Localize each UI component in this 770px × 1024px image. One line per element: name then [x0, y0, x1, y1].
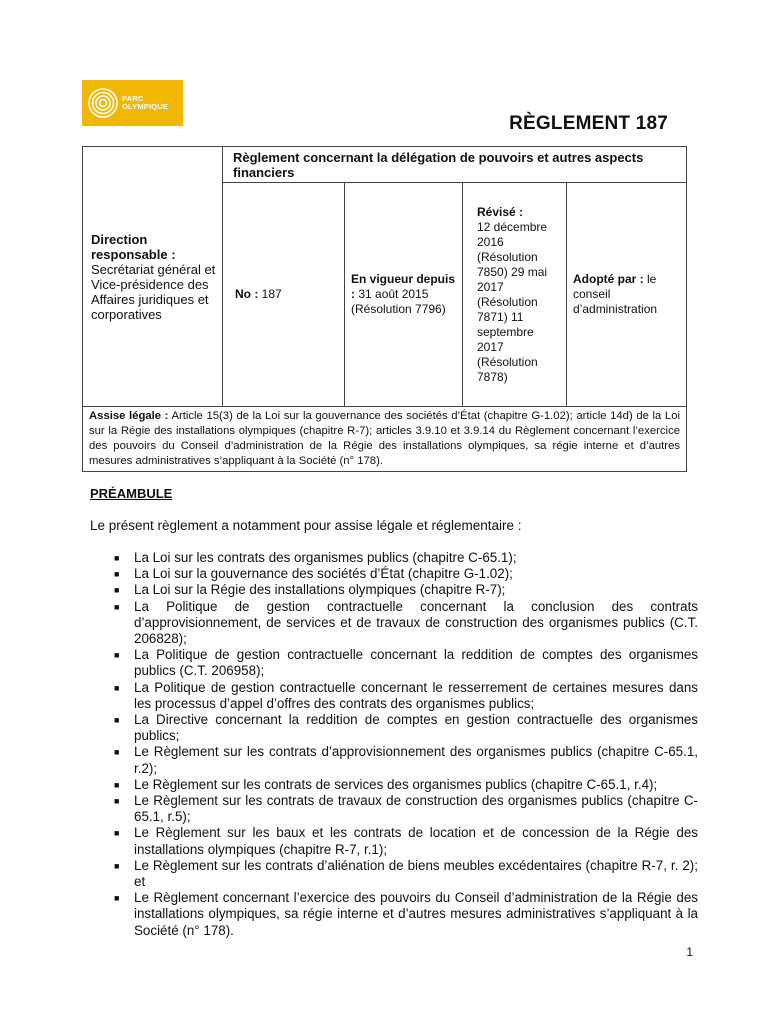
preamble-item-text: Le Règlement sur les contrats de travaux de construction des organismes publics (chapitre C-65.1, r.5); [134, 793, 698, 825]
bullet-icon: ■ [114, 601, 120, 612]
number-value: 187 [261, 287, 282, 301]
legal-basis-label: Assise légale : [89, 410, 169, 422]
regulation-info-table [82, 146, 687, 472]
preamble-list-item [90, 566, 698, 582]
bullet-icon: ■ [114, 569, 120, 580]
preamble-item-text: Le Règlement sur les contrats de services des organismes publics (chapitre C-65.1, r.4); [134, 776, 658, 792]
preamble-item-text: La Politique de gestion contractuelle concernant le resserrement de certaines mesures dans les processus d’appel d’offres des contrats des organismes publics; [134, 679, 698, 711]
preamble-list-item [90, 582, 698, 598]
logo-rings-icon [87, 87, 119, 119]
direction-value: Secrétariat général et Vice-présidence des Affaires juridiques et corporatives [91, 261, 216, 322]
logo-text [122, 95, 168, 111]
in-force-value: 31 août 2015 (Résolution 7796) [351, 287, 446, 316]
preamble-list-item [90, 680, 698, 712]
revised-value: 12 décembre 2016 (Résolution 7850) 29 mai 2017 (Résolution 7871) 11 septembre 2017 (Résolution 7878) [477, 219, 548, 384]
bullet-icon: ■ [114, 553, 120, 563]
preamble-intro: Le présent règlement a notamment pour assise légale et réglementaire : [90, 518, 522, 533]
number-label: No : [235, 287, 259, 301]
preamble-item-text: Le Règlement concernant l’exercice des pouvoirs du Conseil d’administration de la Régie des installations olympiques, sa régie interne et d’autres mesures administratives s’appliquant à la Société (n° 178). [134, 890, 698, 938]
bullet-icon: ■ [114, 893, 120, 904]
bullet-icon: ■ [114, 796, 120, 807]
preamble-item-text: La Directive concernant la reddition de comptes en gestion contractuelle des organismes publics; [134, 712, 698, 744]
bullet-icon: ■ [114, 779, 120, 790]
preamble-list-item [90, 890, 698, 939]
adopted-value: le conseil d’administration [573, 272, 658, 316]
preamble-item-text: La Loi sur la gouvernance des sociétés d’État (chapitre G-1.02); [134, 566, 513, 582]
document-title: RÈGLEMENT 187 [509, 113, 668, 134]
bullet-icon: ■ [114, 860, 120, 871]
preamble-list-item [90, 793, 698, 825]
bullet-icon: ■ [114, 682, 120, 693]
preamble-item-text: Le Règlement sur les contrats d’aliénation de biens meubles excédentaires (chapitre R-7, r. 2); et [134, 857, 698, 890]
bullet-icon: ■ [114, 715, 120, 726]
number-cell [223, 183, 345, 407]
bullet-icon: ■ [114, 585, 120, 596]
preamble-list-item [90, 744, 698, 776]
logo-line-1: PARC [122, 94, 144, 103]
preamble-item-text: La Politique de gestion contractuelle concernant la conclusion des contrats d’approvisionnement, de services et de travaux de construction des organismes publics (C.T. 206828); [134, 598, 698, 647]
preamble-heading: PRÉAMBULE [90, 486, 173, 501]
preamble-list-item [90, 777, 698, 793]
page-number: 1 [686, 945, 693, 959]
preamble-list-item [90, 550, 698, 566]
bullet-icon: ■ [114, 747, 120, 758]
preamble-item-text: La Loi sur les contrats des organismes publics (chapitre C-65.1); [134, 550, 517, 565]
logo-line-2: OLYMPIQUE [122, 102, 169, 111]
regulation-heading: Règlement concernant la délégation de pouvoirs et autres aspects financiers [223, 147, 687, 183]
legal-basis-text: Article 15(3) de la Loi sur la gouvernance des sociétés d’État (chapitre G-1.02); article 14d) de la Loi sur la Régie des installations olympiques (chapitre R-7); articles 3.9.10 et 3.9.14 du Règlement concernant l’exercice des pouvoirs du Conseil d’administration de la Régie des installations olympiques, sa régie interne et d’autres mesures administratives s’appliquant à la Société (n° 178). [89, 410, 681, 467]
preamble-item-text: Le Règlement sur les baux et les contrats de location et de concession de la Régie des installations olympiques (chapitre R-7, r.1); [134, 825, 698, 857]
in-force-cell [345, 183, 463, 407]
legal-basis-cell [83, 407, 687, 472]
preamble-list [90, 550, 698, 939]
direction-label: Direction responsable : [91, 231, 176, 262]
bullet-icon: ■ [114, 828, 120, 839]
adopted-label: Adopté par : [573, 272, 644, 286]
revised-cell [463, 183, 567, 407]
preamble-item-text: La Politique de gestion contractuelle concernant la reddition de comptes des organismes publics (C.T. 206958); [134, 647, 698, 679]
direction-cell [83, 147, 223, 407]
in-force-label: En vigueur depuis : [351, 272, 456, 301]
revised-label: Révisé : [477, 204, 524, 219]
preamble-item-text: Le Règlement sur les contrats d’approvisionnement des organismes publics (chapitre C-65.1, r.2); [134, 744, 698, 776]
bullet-icon: ■ [114, 650, 120, 661]
preamble-item-text: La Loi sur la Régie des installations olympiques (chapitre R-7); [134, 582, 506, 598]
preamble-list-item [90, 712, 698, 744]
adopted-cell [567, 183, 687, 407]
preamble-list-item [90, 647, 698, 679]
parc-olympique-logo [82, 80, 183, 126]
preamble-list-item [90, 825, 698, 857]
preamble-list-item [90, 599, 698, 648]
preamble-list-item [90, 858, 698, 890]
